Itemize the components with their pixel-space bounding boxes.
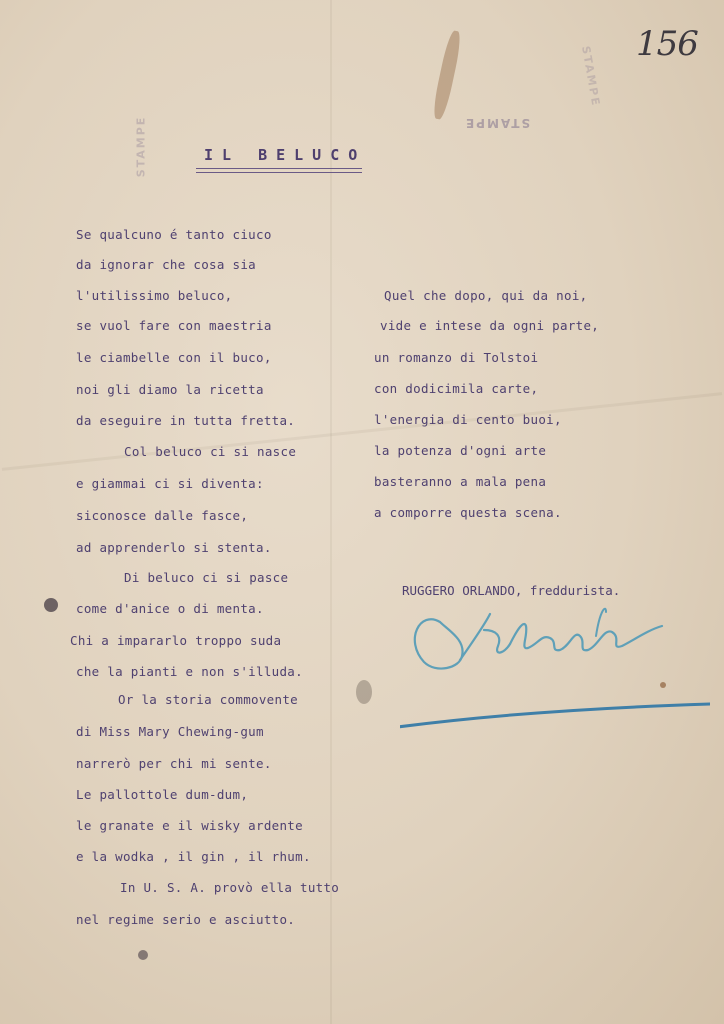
- paper-crease: [2, 392, 722, 471]
- verse-line: ad apprenderlo si stenta.: [76, 540, 272, 555]
- title-underline: [196, 168, 362, 169]
- verse-line: se vuol fare con maestria: [76, 318, 272, 333]
- verse-line: e giammai ci si diventa:: [76, 476, 264, 491]
- verse-line: vide e intese da ogni parte,: [380, 318, 600, 333]
- verse-line: come d'anice o di menta.: [76, 601, 264, 616]
- title-underline: [196, 172, 362, 173]
- verse-line: Chi a impararlo troppo suda: [70, 633, 282, 648]
- verse-line: nel regime serio e asciutto.: [76, 912, 296, 927]
- verse-line: che la pianti e non s'illuda.: [76, 664, 303, 679]
- verse-line: Or la storia commovente: [118, 692, 298, 707]
- author-byline: RUGGERO ORLANDO, freddurista.: [402, 583, 621, 598]
- verse-line: con dodicimila carte,: [374, 381, 539, 396]
- smudge: [356, 680, 372, 704]
- ink-blot: [138, 950, 148, 960]
- verse-line: noi gli diamo la ricetta: [76, 382, 264, 397]
- poem-title: IL BELUCO: [204, 146, 367, 164]
- verse-line: le ciambelle con il buco,: [76, 350, 272, 365]
- verse-line: a comporre questa scena.: [374, 505, 562, 520]
- verse-line: l'utilissimo beluco,: [76, 288, 233, 303]
- handwritten-signature: [400, 600, 710, 740]
- verse-line: Di beluco ci si pasce: [124, 570, 289, 585]
- verse-line: Le pallottole dum-dum,: [76, 787, 249, 802]
- verse-line: Se qualcuno é tanto ciuco: [76, 227, 272, 242]
- stamp-stampe: STAMPE: [579, 45, 603, 108]
- verse-line: da ignorar che cosa sia: [76, 257, 256, 272]
- stamp-stampe: STAMPE: [464, 116, 531, 130]
- verse-line: basteranno a mala pena: [374, 474, 547, 489]
- verse-line: l'energia di cento buoi,: [374, 412, 562, 427]
- ink-stain: [431, 30, 463, 121]
- verse-line: Quel che dopo, qui da noi,: [384, 288, 588, 303]
- page-number: 156: [636, 24, 698, 64]
- verse-line: di Miss Mary Chewing-gum: [76, 724, 264, 739]
- verse-line: un romanzo di Tolstoi: [374, 350, 539, 365]
- verse-line: e la wodka , il gin , il rhum.: [76, 849, 311, 864]
- verse-line: In U. S. A. provò ella tutto: [120, 880, 340, 895]
- verse-line: narrerò per chi mi sente.: [76, 756, 272, 771]
- verse-line: le granate e il wisky ardente: [76, 818, 303, 833]
- verse-line: da eseguire in tutta fretta.: [76, 413, 296, 428]
- verse-line: la potenza d'ogni arte: [374, 443, 547, 458]
- verse-line: Col beluco ci si nasce: [124, 444, 297, 459]
- stamp-stampe: STAMPE: [134, 115, 148, 178]
- ink-blot: [44, 598, 58, 612]
- verse-line: siconosce dalle fasce,: [76, 508, 249, 523]
